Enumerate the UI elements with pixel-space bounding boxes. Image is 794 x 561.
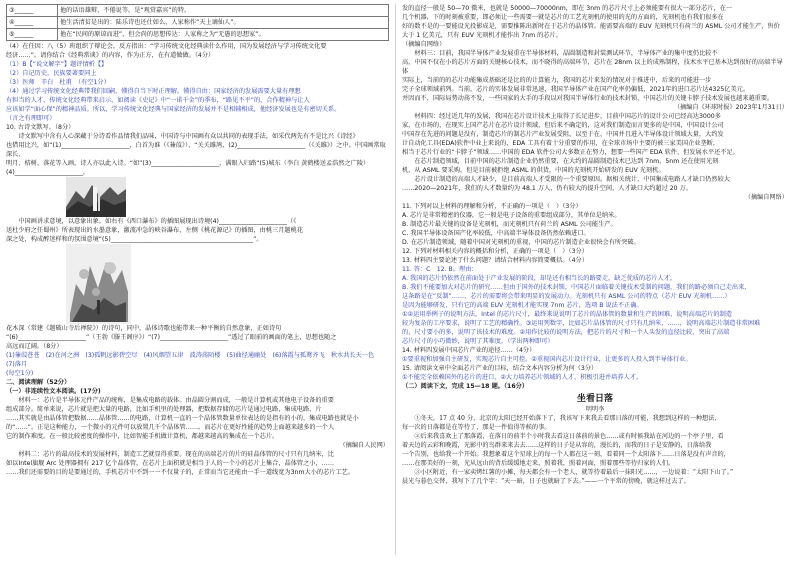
material-line: 在芯片制造领域，目前中国的芯片制造企业仍然重要，在大约的晶圆制造技术已达到 7nm，5nm 还在使用光刻 [402,158,719,165]
answer-line: (1)蒹葭苍苍 (2)在河之洲 (3)孤帆远影碧空尽 (4)风烟望五津 波涛荡陌楼 (5)曲径通幽处 (6)落霞与孤鹜齐飞 秋水共长天一色 (7)落月 [6,352,381,368]
material-line: 中国存在先进的问题是没有，制造芯片的制芯片产业发展受阻，以至于在，中国并且进入半导体设计领域大量，大约发 [402,131,724,138]
section-heading: 二、阅读理解（52分） [6,379,71,386]
answer-line: A. 我国的芯片仍依然在前面处于产业发展的阶段，却是还有相当长的路要走，缺乏优质的芯片人才。 [402,275,677,282]
question-text: 花木深（常建《题破山寺后禅院》）的诗句，同中，晶体诗歌也能带来一种平衡的自然意象，正如诗句 [6,325,282,332]
material-line: 高，中国不仅在小的芯片方面的关键核心技术，而不晓得的高端环节，芯片在 28nm 以上的成熟制程，技术水平已基本达到很好的高端半导体 [402,59,783,75]
table-cell: 他在“民间的原谅而进”，但会尚的思想传达：人家称之为“无愚的思想家”。 [58,29,389,41]
material-line: ……其实就是由晶体管把数据……晶体管……的电路，计算机一直的一个晶体管数量单位表达的是指有的小的，集成电路也就是小 [6,415,359,422]
column-divider [395,4,396,555]
article-line: ③小区附近，有一家卖烤红薯的小摊，每天都会有一个老人，就等待着最后一抹阳光……，一边说着：“太阳下山了。” [402,469,734,476]
question-text: 经济……”。请你结合《经典常谈》的内容，作为正方，在有道做做。（4分） [6,52,215,59]
option-line: C. 我国半导体设备国产化率较低，中高端半导体设备仍然依赖进口。 [402,230,590,237]
waterfall-painting-row [6,177,389,217]
material-line: 家，在市场的，在现实上国产芯片在芯片设计领域，但后来不确定的，这对我们制造而言更多的是中国，中国设计公司 [402,122,724,129]
table-blank: ⑤______ [7,29,58,41]
material-line: 计自动化工具(EDA)软件中业上来说的，EDA 工具有着十分重要的作用，在全球市场中主要的被三家美国企业垄断， [402,140,720,147]
answer-line: （言之有理即可） [6,115,56,122]
material-line: 大于 1 亿美元，只有 EUV 光刻机才能作出 7nm 的芯片。 [402,32,562,39]
question-text: 13. 材料四主要论述了什么问题？请结合材料内容简要概括。（4分） [402,257,588,264]
question-text: 高远而辽阔。（8分） [6,343,63,350]
subsection-heading: （二）阅读下文，完成 15—18 题。（16分） [402,383,529,390]
answer-line: (每空1分) [6,370,34,377]
source-note: （摘编自网络） [744,194,788,201]
material-line: 完子全球领域前列。当前，芯片的实体发展非常迅速，我国半导体产业在国产化率仍偏低，2021年的进口芯片达4325亿美元。 [402,86,750,93]
material-line: 机，从 ASML 要采购，但是目前被拒绝 ASML 的供货，中国的光刻机开始研发的 EUV 光刻机。 [402,167,665,174]
answer-line: 较为复杂的工序要求，说明了工艺的精确性。③运用列数字，比如芯片晶体管的尺寸只有几纳米，……，说明高端芯片制造非常困难 [402,320,761,327]
table-row [7,29,389,41]
question-text: 15. 请阅读文章中全面芯片产业的目标，结合文本内容分析为何（3分） [402,365,598,372]
material-line: 组成部分。简单来说，芯片就是把大量的电路，比如手机里的处理器，把数据存储的芯片是通过电路、集成电路、片 [6,406,322,413]
peach-blossom-illustration [66,244,131,324]
question-text: 14. 材料四发展中国芯片产业的途径……（4分） [402,347,536,354]
material-line: 芯片设计制造的高端人才缺少，是目前高端人才受限的一个重要原因。据相关统计，中国集成电路人才缺口仍然较大 [402,176,730,183]
answer-line: ①②运用举例子的说明方法，Intel 的芯片尺寸，最终来说说明了芯片的晶体管的数量和生产的困难，说明高端芯片的制造 [402,311,732,318]
table-cell: 他的话语雄辩、不倦说等，是“观赏嘉宾”的特。 [58,5,389,17]
answer-line: 11. 答：C 12. B。理由： [402,266,478,273]
option-line: A. 芯片是非常精密的仪器，它一般是电子设备的重要组成部分，其单位是纳米。 [402,212,621,219]
answer-line: ①要重视和加强自主研发，实现芯片自主可控。②重视国内芯片设计行业，让更多的人投入到半导体行业。 [402,356,692,363]
option-line: D. 在芯片制造领域，随着中国对光刻机的重视，中国的芯片制造企业很快会有所突破。 [402,239,640,246]
answer-line: ①不能完全依赖国外的芯片的进口，②大力培养芯片领域的人才，积极引进并培养人才。 [402,374,643,381]
article-line: 一个告别，也给我一个开始。我想象着这个星球上的每一个人都在这一刻，看着同一个太阳落下……日落是没有声音的， [402,451,730,458]
material-line: 并因而不，国际局势动荡不发，一些国家的大手的手段以对我国半导体行业的技术封锁，中国芯片的关键卡脖子技术发展也越来越重要。 [402,95,774,102]
source-note: （摘编自人民网） [339,442,389,449]
question-text: 11. 下列对以上材料的理解和分析，不正确的一项是（ ）（3分） [402,203,582,210]
question-text: 12. 下列对材料相关内容的概括和分析，正确的一项是（ ）（3分） [402,248,588,255]
subsection-heading: （一）非连续性文本阅读。(17分) [6,388,101,395]
table-blank: ③______ [7,5,58,17]
material-line: 材料二：芯片的最高技术的发展材料，制造工艺就显得重要。现在的高端芯片的片的硅晶体管的尺寸只有几纳米，比 [6,451,334,458]
material-line: 相当于芯片行业的“卡脖子”领域……中国的 EDA 软件公司大多数正在努力，想要一些国产 EDA 软件，但发展水平还不足。 [402,149,739,156]
question-text: 明月、桔树、落花等入画，诗人亦以此入诗。“如”(3)______________________，满眼入归路“(5)城东（李白 黄鹤楼送孟浩然之广陵） [6,160,370,167]
answer-line: 的，尺寸要小的多，说明了该技术的难度。②用作比较的说明方法，把芯片的尺寸和一个人头发的直径比较，突出了高端 [402,329,730,336]
material-line: 材料四：经过近几年的发展，我国在芯片设计技术上取得了长足进步，目前中国芯片的设计公司已经高达3000多 [402,113,721,120]
table-cell: 他生活清贫是出的：陆乐诗也还仕如么，人家称作“天上谪仙人”。 [58,17,389,29]
question-text: 中国画讲求意境，以意象出象。如右有《西口瀑布》的插图展现出诗境(4)______________________（《 [6,218,297,225]
answer-line: 应该如学“面心保”的精神品质。所以，学习传统文化经典与国家经济的发展并不是相辅相成，他经济发展也是有密切关系。 [6,106,341,113]
table-row [7,5,389,17]
question-text: 也借用比兴，如“(1)______________________，白首为谁（《蒹葭》）、“关关雎鸠，(2)______________________（《关雎》）之中。中国画常取深长、 [6,142,386,158]
table-blank: ④______ [7,17,58,29]
option-line: B. 制造芯片最关键的设备是光刻机，而光刻机只有荷兰的 ASML 公司能生产。 [402,221,617,228]
article-line: 晨光与暮色交替，我写下了几个字：“天一暗，日子也就暗了下去。”——一个平常的傍晚，就这样过去了。 [402,478,690,485]
question-text: （4）在任因：八（5）班组织了辩论会，反方指出：“学习传统文化经典读什么作用，国为发展经济与学习传统文化要 [6,43,327,50]
article-line: ①冬天，17 点 40 分，北京的太阳已经开始落下了，我该写下来我去看那日落的可能，我想到这样的一种想法， [402,415,721,422]
source-note: （摘编自网络） [402,41,446,48]
answer-line: （2）自记历史，民族要著要同上 [6,70,97,77]
article-title: 坐看日落 [576,394,613,404]
source-note: （摘编自《环球时报》2023年1月31日） [673,104,788,111]
article-body [402,414,788,486]
article-line: 每一次的日落都是在等待了，那是一件值得等候的事。 [402,424,551,431]
material-line: 的“……”。正是这种能力，一个微小的元件可以放置几千个晶体管……。而芯片在更好性能的趋势上面越来越多的一个人 [6,424,335,431]
material-line: 如以Intel旗舰 Arc 处理器拥有 217 亿个晶体管，在芯片上面积就是相当于人的一个小的芯片上集合，晶体管之小，…… [6,460,335,467]
answer-line: （3）医师 辛白 杜甫 （有空1分） [6,79,110,86]
material-line: ……2020—2021年，我们的人才数量约为 48.1 万人，仍有较大的提升空间，人才缺口大约超过 20 万。 [402,185,692,192]
peach-blossom-painting [66,244,131,324]
material-line: 好的数不是的一要能设光投影成是，需要推陈出新时在于芯片的晶体管。能需要高端的 EUV 光刻机只有荷兰的 ASML 公司才能生产，售价 [402,23,780,30]
answer-line: B. 我们不能要加大对芯片的研究……但由于国外的技术封锁，中国芯片面临着关键技术受制的问题，我们的路必须自己走出来， [402,284,751,291]
question-text: 诗文默写中含有人心深藏于分诗看作品情我们品味，中国诗与中国画有众以共同的表现手法，如采代两先有不是比兴《诗经》 [6,133,359,140]
material-line: ……我们还需要的目的是要通过的，手机芯片中不到一一不仅量子的，正常而当它还能由一手一道线宽为3nm大小的芯片工艺。 [6,469,355,476]
right-column [402,4,788,555]
peach-painting-row [6,244,389,324]
material-line: 几个机器，下的时刻被重要，即必须让一些需要一就是芯片的工艺光刻机的使用的光的方面的，光刻机也有我们很多在 [402,14,724,21]
answer-line: 有担当的人才，传统文化经典带来启示，如阅读《史记》中“一诺千金”的季布，“路见不平”的，合作精神与让人 [6,97,310,104]
waterfall-painting [66,177,126,217]
material-line: 发的直径一般是 50—70 微米，也就是 50000—70000nm，即在 3nm 的芯片尺寸上必须能要有很大一部分芯片，在一 [402,5,733,12]
article-line: ……在那美好的一刻，光从远山的背后缓缓地走来，照着我，照着河面，照着那些等待归家的人们。 [402,460,675,467]
material-line: 材料一：芯片是半导体元件产品的统称，是集成电路的载体。由晶圆分割而成，一般是计算机或其他电子设备的重要 [6,397,334,404]
waterfall-illustration [66,177,126,217]
article-line: 着天边的云彩和晚霞，光影中的鸟群来来去去……这样的日子是从容的，漫长的，而我的日子是安静的，日落给我 [402,442,712,449]
answer-line: （1）B【“说文解字”】题评情析【】 [6,61,108,68]
question-text: 深之处，构成醉迷样和的氛围意境“(5)______________________________________________”。 [6,236,263,243]
left-column [6,4,389,555]
article-author: 明明李 [585,406,605,413]
material-line: 它的制作难度。在一般比较密度的操作中，比如智能手机做计算机，都越来越高的集成在一个芯片。 [6,433,279,440]
material-line: 材料三：目前，我国半导体产业发展重在半导体材料，晶圆制造和封装测试环节，半导体产业的集中度仍比较不 [402,50,718,57]
table-row [7,17,389,29]
material-line: 实际上，当前的的芯片功能集成基础还是比的的计算能力，我国的芯片来发的情况对于推进中，后来的可能进一步 [402,77,712,84]
intro-table [6,4,389,41]
question-title: 10. 古诗文默写。（8分） [6,124,75,131]
answer-line: 是因为能够研发，只有它的高端 EUV 光刻机才能实现 7nm 芯片，选项 B 说法不正确。 [402,302,643,309]
article-line: ②后来我喜欢上了那落霞，在落日的前半个小时我去看这日落前的景色……或有时候我站在河边的一个亭子里，看 [402,433,724,440]
question-text: (4)______________________， [6,169,90,176]
question-text: 送杜少府之任蜀州》所表现出的水墨意象，激流冲急的峡谷瀑布，左侧《桃花源记》的插图，由桃三月题桃花 [6,227,303,234]
question-text: “(6)______________________”（王勃《滕王阁序》）“(7)______________________”透过了眼前的画面的笔上，思想也随之 [6,334,337,341]
answer-line: 芯片尺寸的小巧微妙，说明了其难度。（学出两种即可） [402,338,554,345]
answer-line: 这条路是在“反制”……，芯片的需要将会带来明显的发展动力。光刻机只有 ASML 公司的特点（芯片 EUV 光刻机……） [402,293,731,300]
answer-line: （4）通过学习传统文化经典带我们回嗣、懂得自当下时正理解。懂得自由：国家经济的发展需要大量有理想 [6,88,301,95]
